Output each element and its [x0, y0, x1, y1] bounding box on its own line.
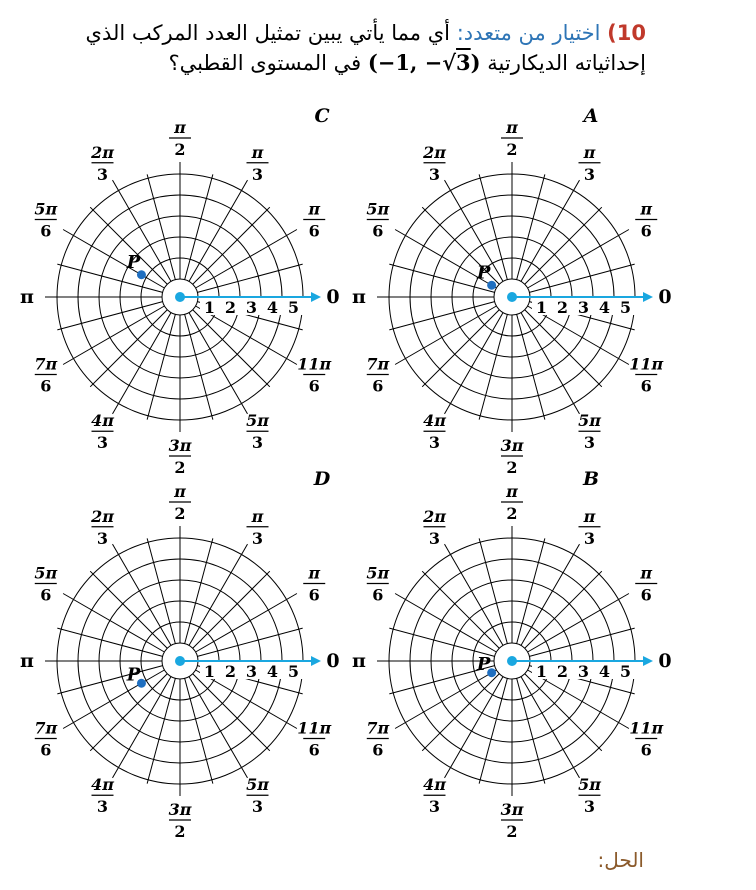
- angle-denominator: 6: [40, 221, 52, 241]
- angle-denominator: 2: [506, 458, 518, 477]
- angle-label-150: [366, 564, 389, 605]
- radius-label-4: 4: [266, 662, 279, 681]
- angle-label-240: [91, 411, 114, 452]
- angle-label-30: [635, 564, 657, 605]
- angle-label-120: [90, 507, 114, 548]
- angle-denominator: 3: [583, 164, 596, 184]
- grid-spoke: [422, 674, 499, 751]
- angle-denominator: 3: [251, 528, 264, 548]
- angle-label-90: [501, 482, 523, 523]
- angle-numerator: 4π: [423, 775, 446, 795]
- angle-denominator: 3: [428, 528, 441, 548]
- grid-spoke: [193, 310, 270, 387]
- angle-numerator: 3π: [168, 800, 192, 819]
- angle-label-0: 0: [326, 286, 340, 308]
- angle-label-180: π: [20, 650, 34, 672]
- angle-denominator: 2: [174, 140, 186, 159]
- pole-dot: [175, 656, 185, 666]
- angle-numerator: 5π: [246, 775, 269, 795]
- angle-numerator: 2π: [91, 506, 114, 526]
- option-label-b: B: [582, 468, 600, 490]
- angle-label-120: [90, 143, 114, 184]
- radius-label-2: 2: [556, 298, 569, 317]
- angle-denominator: 6: [40, 376, 52, 396]
- angle-numerator: 11π: [629, 718, 664, 738]
- polar-graph-d: [20, 468, 340, 841]
- radius-label-3: 3: [577, 298, 590, 317]
- option-label-a: A: [583, 105, 599, 127]
- pole-dot: [507, 656, 517, 666]
- solution-label: الحل:: [597, 848, 644, 872]
- angle-denominator: 2: [174, 504, 186, 523]
- angle-label-30: [303, 564, 325, 605]
- angle-label-240: [423, 775, 446, 816]
- radius-label-5: 5: [287, 298, 300, 317]
- angle-denominator: 3: [583, 528, 596, 548]
- angle-label-90: [169, 482, 191, 523]
- angle-label-0: 0: [658, 650, 672, 672]
- angle-numerator: 5π: [366, 563, 390, 583]
- angle-label-150: [366, 200, 389, 241]
- angle-numerator: 5π: [34, 199, 58, 219]
- radius-label-3: 3: [245, 298, 258, 317]
- angle-denominator: 6: [308, 376, 320, 396]
- angle-numerator: 5π: [246, 411, 269, 431]
- angle-label-180: π: [352, 650, 366, 672]
- angle-denominator: 3: [583, 797, 596, 817]
- angle-label-270: [169, 436, 192, 477]
- angle-label-150: [34, 200, 57, 241]
- radius-label-5: 5: [619, 662, 632, 681]
- angle-numerator: π: [174, 482, 186, 501]
- angle-label-270: [501, 800, 524, 841]
- grid-spoke: [193, 571, 270, 648]
- polar-graph-c: [20, 105, 340, 477]
- angle-denominator: 3: [251, 433, 264, 453]
- angle-numerator: 7π: [34, 718, 58, 738]
- question-body-2: في المستوى القطبي؟: [168, 51, 362, 75]
- angle-denominator: 3: [251, 164, 264, 184]
- grid-spoke: [525, 310, 602, 387]
- angle-denominator: 3: [251, 797, 264, 817]
- angle-label-300: [578, 775, 601, 816]
- point-p-label: P: [126, 251, 141, 273]
- angle-label-270: [169, 800, 192, 841]
- angle-denominator: 6: [308, 740, 320, 760]
- angle-label-150: [34, 564, 57, 605]
- radius-label-2: 2: [224, 662, 237, 681]
- angle-label-210: [366, 355, 389, 396]
- angle-denominator: 6: [40, 585, 52, 605]
- angle-label-120: [422, 143, 446, 184]
- angle-numerator: π: [251, 506, 264, 526]
- angle-denominator: 3: [96, 164, 109, 184]
- grid-spoke: [525, 207, 602, 284]
- grid-spoke: [422, 310, 499, 387]
- angle-numerator: 4π: [91, 775, 114, 795]
- radius-label-4: 4: [598, 298, 611, 317]
- angle-label-300: [246, 775, 269, 816]
- angle-numerator: 5π: [578, 775, 601, 795]
- angle-denominator: 6: [372, 740, 384, 760]
- angle-label-240: [91, 775, 114, 816]
- grid-spoke: [193, 207, 270, 284]
- angle-numerator: 7π: [366, 354, 390, 374]
- grid-spoke: [90, 674, 167, 751]
- angle-denominator: 6: [372, 585, 384, 605]
- angle-denominator: 3: [583, 433, 596, 453]
- angle-denominator: 6: [640, 221, 652, 241]
- angle-numerator: 4π: [423, 411, 446, 431]
- angle-denominator: 6: [372, 376, 384, 396]
- angle-label-60: [579, 507, 601, 548]
- angle-numerator: 11π: [297, 718, 332, 738]
- grid-spoke: [422, 571, 499, 648]
- angle-label-210: [34, 719, 57, 760]
- angle-denominator: 6: [640, 376, 652, 396]
- angle-label-30: [635, 200, 657, 241]
- angle-numerator: π: [583, 142, 596, 162]
- angle-denominator: 2: [174, 458, 186, 477]
- angle-denominator: 6: [40, 740, 52, 760]
- angle-label-330: [297, 355, 331, 396]
- option-label-c: C: [314, 105, 330, 127]
- angle-denominator: 6: [640, 740, 652, 760]
- angle-denominator: 3: [96, 797, 109, 817]
- angle-numerator: 7π: [34, 354, 58, 374]
- coord-x: −1: [377, 50, 411, 75]
- angle-label-90: [501, 118, 523, 159]
- angle-denominator: 3: [428, 433, 441, 453]
- angle-numerator: π: [506, 482, 518, 501]
- radius-label-4: 4: [598, 662, 611, 681]
- angle-denominator: 2: [174, 822, 186, 841]
- coord-open: (: [367, 50, 378, 75]
- polar-graph-a: [352, 105, 672, 477]
- angle-denominator: 2: [506, 822, 518, 841]
- polar-graph-b: [352, 468, 672, 841]
- angle-numerator: π: [308, 563, 321, 583]
- question-body-1: أي مما يأتي يبين تمثيل العدد المركب الذي إحداثياته الديكارتية: [85, 21, 646, 75]
- radius-label-5: 5: [619, 298, 632, 317]
- angle-label-30: [303, 200, 325, 241]
- angle-label-0: 0: [326, 650, 340, 672]
- question-type: اختيار من متعدد:: [456, 21, 601, 45]
- pole-dot: [507, 292, 517, 302]
- angle-label-120: [422, 507, 446, 548]
- angle-numerator: 3π: [500, 436, 524, 455]
- point-p-label: P: [476, 262, 491, 284]
- polar-axis-arrow: [643, 292, 653, 302]
- radius-label-1: 1: [203, 662, 216, 681]
- radius-label-1: 1: [203, 298, 216, 317]
- radius-label-3: 3: [577, 662, 590, 681]
- radius-label-2: 2: [224, 298, 237, 317]
- angle-label-300: [246, 411, 269, 452]
- angle-label-60: [579, 143, 601, 184]
- option-label-d: D: [313, 468, 331, 490]
- coord-close: ): [470, 50, 481, 75]
- angle-label-300: [578, 411, 601, 452]
- angle-label-60: [247, 507, 269, 548]
- angle-label-180: π: [20, 286, 34, 308]
- angle-label-270: [501, 436, 524, 477]
- coord-minus-root: −√: [424, 50, 457, 75]
- angle-denominator: 6: [308, 585, 320, 605]
- radius-label-1: 1: [535, 662, 548, 681]
- angle-label-180: π: [352, 286, 366, 308]
- angle-label-210: [366, 719, 389, 760]
- pole-dot: [175, 292, 185, 302]
- angle-numerator: 5π: [578, 411, 601, 431]
- angle-numerator: 3π: [500, 800, 524, 819]
- angle-numerator: 3π: [168, 436, 192, 455]
- angle-numerator: π: [506, 118, 518, 137]
- angle-label-90: [169, 118, 191, 159]
- grid-spoke: [525, 674, 602, 751]
- grid-spoke: [90, 310, 167, 387]
- radius-label-5: 5: [287, 662, 300, 681]
- angle-numerator: π: [308, 199, 321, 219]
- angle-numerator: 5π: [366, 199, 390, 219]
- angle-numerator: π: [640, 199, 653, 219]
- angle-numerator: π: [640, 563, 653, 583]
- question-number: 10): [607, 21, 646, 45]
- angle-label-210: [34, 355, 57, 396]
- angle-label-330: [297, 719, 331, 760]
- angle-denominator: 3: [96, 433, 109, 453]
- angle-numerator: 5π: [34, 563, 58, 583]
- angle-label-60: [247, 143, 269, 184]
- angle-numerator: π: [174, 118, 186, 137]
- angle-denominator: 2: [506, 504, 518, 523]
- angle-numerator: 7π: [366, 718, 390, 738]
- point-p-label: P: [126, 664, 141, 686]
- angle-label-330: [629, 719, 663, 760]
- angle-denominator: 3: [428, 164, 441, 184]
- angle-label-330: [629, 355, 663, 396]
- radius-label-1: 1: [535, 298, 548, 317]
- angle-numerator: 2π: [423, 506, 446, 526]
- angle-label-0: 0: [658, 286, 672, 308]
- coord-radicand: 3: [456, 50, 471, 75]
- coord-sep: ,: [410, 50, 425, 75]
- radius-label-3: 3: [245, 662, 258, 681]
- grid-spoke: [193, 674, 270, 751]
- angle-numerator: 11π: [297, 354, 332, 374]
- angle-denominator: 3: [96, 528, 109, 548]
- radius-label-4: 4: [266, 298, 279, 317]
- angle-denominator: 2: [506, 140, 518, 159]
- angle-denominator: 6: [308, 221, 320, 241]
- angle-numerator: 4π: [91, 411, 114, 431]
- angle-numerator: 2π: [423, 142, 446, 162]
- grid-spoke: [90, 571, 167, 648]
- angle-numerator: π: [251, 142, 264, 162]
- point-p-label: P: [476, 653, 491, 675]
- angle-denominator: 3: [428, 797, 441, 817]
- grid-spoke: [525, 571, 602, 648]
- angle-label-240: [423, 411, 446, 452]
- polar-axis-arrow: [311, 292, 321, 302]
- angle-denominator: 6: [640, 585, 652, 605]
- radius-label-2: 2: [556, 662, 569, 681]
- angle-numerator: π: [583, 506, 596, 526]
- angle-numerator: 2π: [91, 142, 114, 162]
- polar-axis-arrow: [311, 656, 321, 666]
- angle-denominator: 6: [372, 221, 384, 241]
- polar-axis-arrow: [643, 656, 653, 666]
- angle-numerator: 11π: [629, 354, 664, 374]
